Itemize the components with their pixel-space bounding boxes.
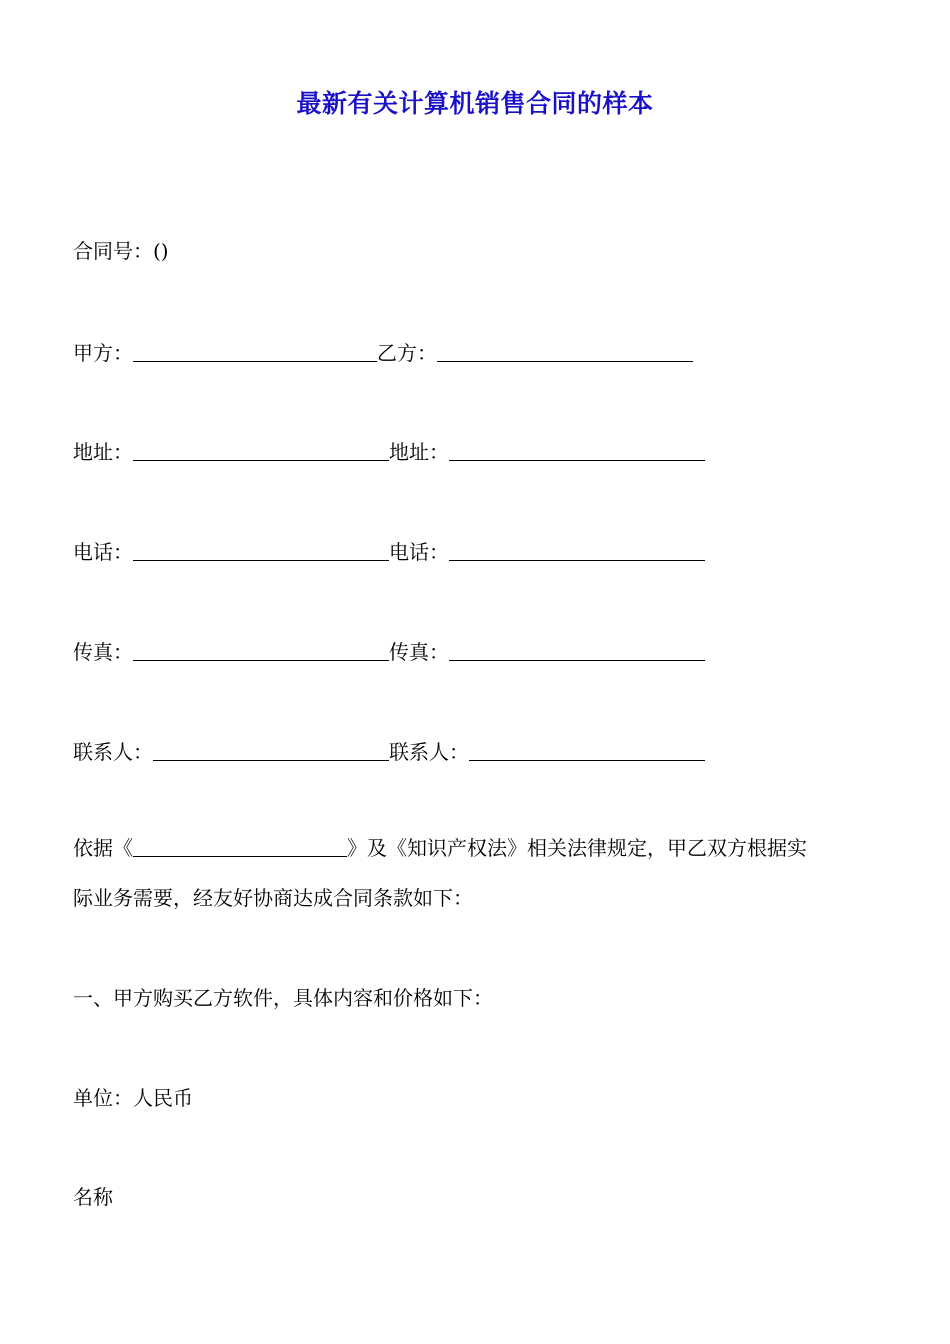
basis-law-blank (133, 834, 347, 857)
address-a-label: 地址： (73, 440, 133, 464)
fax-row (73, 636, 705, 667)
fax-b-blank (449, 638, 705, 661)
party-a-blank (133, 339, 377, 362)
phone-b-label: 电话： (389, 540, 449, 564)
address-row (73, 436, 705, 467)
contact-b-label: 联系人： (389, 740, 469, 764)
table-header-name: 名称 (73, 1185, 113, 1209)
fax-a-label: 传真： (73, 640, 133, 664)
contact-row (73, 736, 705, 767)
fax-b-label: 传真： (389, 640, 449, 664)
basis-paragraph (73, 823, 883, 923)
document-title: 最新有关计算机销售合同的样本 (296, 89, 654, 118)
currency-unit: 单位：人民币 (73, 1086, 193, 1110)
party-b-label: 乙方： (377, 341, 437, 365)
address-b-blank (449, 438, 705, 461)
clause-1: 一、甲方购买乙方软件，具体内容和价格如下： (73, 986, 493, 1010)
phone-a-blank (133, 538, 389, 561)
party-a-label: 甲方： (73, 341, 133, 365)
fax-a-blank (133, 638, 389, 661)
party-row (73, 337, 693, 368)
contract-number: 合同号：() (73, 239, 169, 263)
party-b-blank (437, 339, 693, 362)
contact-a-blank (153, 738, 389, 761)
contact-b-blank (469, 738, 705, 761)
basis-suffix: 》及《知识产权法》相关法律规定，甲乙双方根据实 (347, 836, 807, 860)
address-b-label: 地址： (389, 440, 449, 464)
contact-a-label: 联系人： (73, 740, 153, 764)
basis-line-2: 际业务需要，经友好协商达成合同条款如下： (73, 886, 473, 910)
phone-a-label: 电话： (73, 540, 133, 564)
basis-prefix: 依据《 (73, 836, 133, 860)
phone-row (73, 536, 705, 567)
phone-b-blank (449, 538, 705, 561)
basis-line-1 (73, 823, 883, 873)
address-a-blank (133, 438, 389, 461)
